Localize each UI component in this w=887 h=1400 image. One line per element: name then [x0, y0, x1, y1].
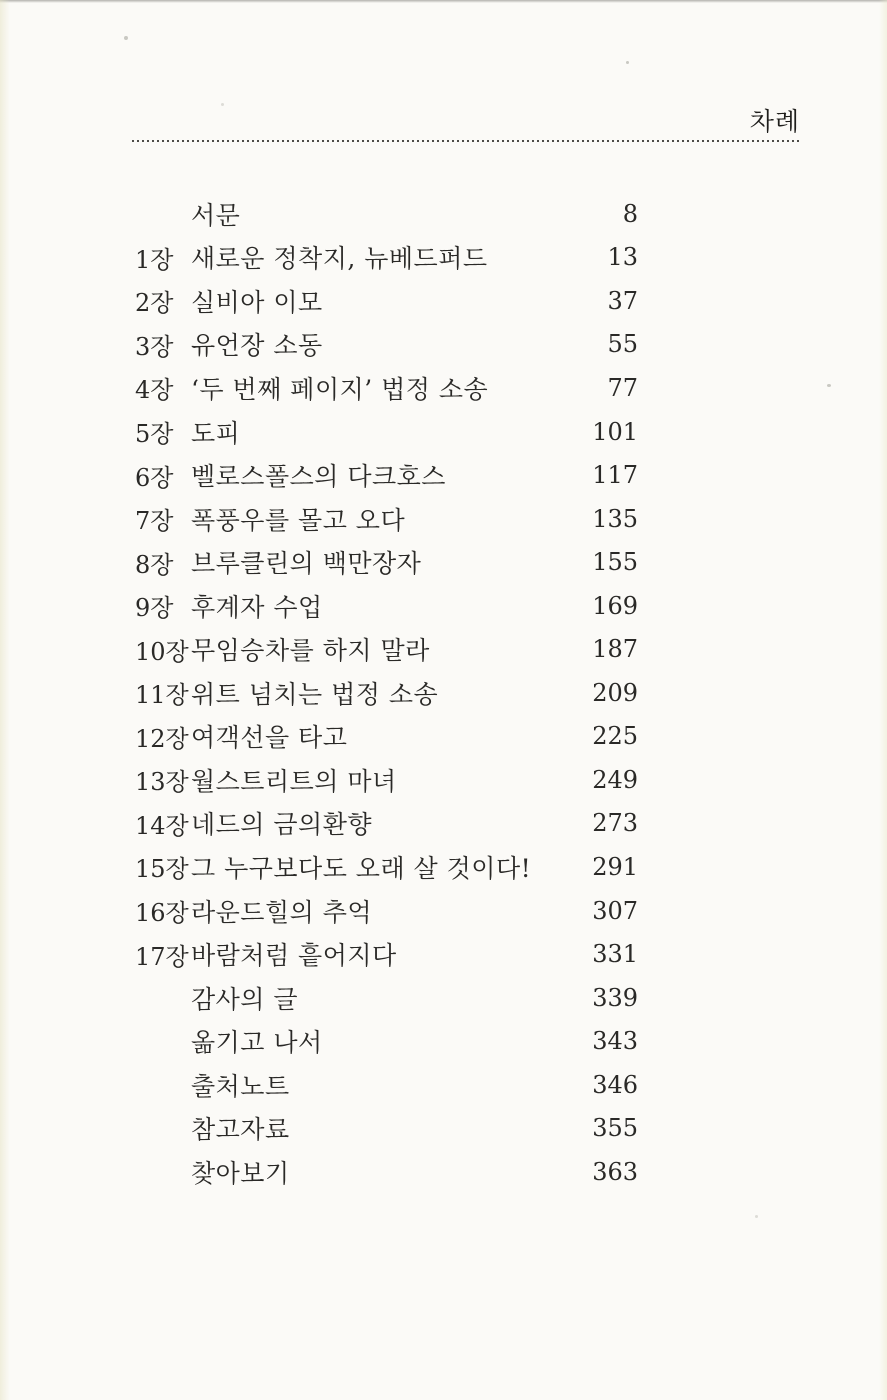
toc-page-number: 273: [592, 809, 638, 838]
toc-chapter-label: 14장: [135, 811, 189, 840]
dotted-divider: [132, 140, 802, 142]
toc-row: [135, 323, 638, 367]
toc-page-number: 363: [592, 1157, 638, 1186]
toc-page-number: 346: [592, 1070, 638, 1099]
toc-chapter-label: 13장: [135, 768, 189, 797]
scan-speck: [626, 61, 629, 64]
scan-right-edge-artifact: [879, 0, 887, 1400]
toc-page-number: 355: [592, 1114, 638, 1143]
scan-speck: [124, 36, 128, 40]
toc-chapter-label: 17장: [135, 942, 189, 971]
toc-page-number: 135: [592, 504, 638, 533]
scan-speck: [827, 384, 831, 387]
toc-page-number: 209: [592, 678, 638, 707]
toc-chapter-label: 10장: [135, 637, 189, 666]
toc-title: 폭풍우를 몰고 오다: [191, 505, 406, 535]
toc-chapter-label: 7장: [135, 507, 174, 536]
toc-title: 실비아 이모: [191, 287, 323, 317]
scan-left-edge-artifact: [0, 0, 10, 1400]
toc-row: [135, 671, 638, 715]
toc-row: [135, 584, 638, 628]
toc-row: [135, 627, 638, 671]
toc-chapter-label: 8장: [135, 550, 174, 579]
toc-title: 참고자료: [191, 1115, 290, 1145]
toc-chapter-label: 5장: [135, 420, 174, 448]
toc-row: [135, 758, 638, 802]
toc-page-number: 155: [592, 548, 638, 577]
toc-row: [135, 279, 638, 323]
toc-title: 위트 넘치는 법정 소송: [191, 679, 439, 709]
toc-chapter-label: 6장: [135, 463, 174, 492]
toc-title: 유언장 소동: [191, 331, 323, 361]
toc-chapter-label: 4장: [135, 376, 174, 405]
scan-speck: [221, 103, 224, 106]
toc-page-number: 55: [607, 330, 638, 359]
toc-row: [135, 932, 638, 976]
toc-row: [135, 1019, 638, 1063]
toc-row: [135, 1106, 638, 1150]
toc-title: 새로운 정착지, 뉴베드퍼드: [191, 244, 488, 274]
toc-title: 그 누구보다도 오래 살 것이다!: [191, 853, 532, 883]
toc-row: [135, 540, 638, 584]
toc-row: [135, 236, 638, 280]
scan-top-edge-artifact: [0, 0, 887, 3]
toc-chapter-label: 12장: [135, 724, 189, 753]
toc-row: [135, 889, 638, 933]
toc-title: 후계자 수업: [191, 592, 323, 622]
toc-row: [135, 1063, 638, 1107]
toc-title: 라운드힐의 추억: [191, 897, 372, 927]
toc-chapter-label: 2장: [135, 289, 174, 318]
toc-page-number: 13: [607, 243, 638, 272]
toc-row: [135, 715, 638, 759]
page-title: 차례: [749, 107, 800, 136]
toc-title: 출처노트: [191, 1071, 290, 1101]
toc-title: 여객선을 타고: [191, 723, 348, 753]
toc-title: 바람처럼 흩어지다: [191, 941, 397, 971]
toc-page-number: 187: [592, 635, 638, 664]
toc-page-number: 101: [592, 417, 638, 446]
toc-title: 브루클린의 백만장자: [191, 549, 422, 579]
toc-title: 무임승차를 하지 말라: [191, 636, 430, 666]
toc-page-number: 37: [607, 286, 638, 315]
toc-list: [135, 192, 638, 1194]
toc-title: 옮기고 나서: [191, 1028, 323, 1058]
toc-title: ‘두 번째 페이지’ 법정 소송: [191, 374, 489, 404]
toc-chapter-label: 9장: [135, 594, 174, 623]
toc-page-number: 307: [592, 896, 638, 925]
toc-row: [135, 410, 638, 454]
toc-row: [135, 1150, 638, 1194]
scan-speck: [755, 1215, 758, 1218]
toc-title: 도피: [191, 418, 241, 448]
toc-row: [135, 366, 638, 410]
toc-chapter-label: 16장: [135, 899, 189, 928]
toc-page-number: 249: [592, 765, 638, 794]
toc-chapter-label: 1장: [135, 245, 174, 274]
toc-page-number: 225: [592, 722, 638, 751]
toc-row: [135, 976, 638, 1020]
toc-title: 찾아보기: [191, 1158, 290, 1188]
toc-title: 벨로스폴스의 다크호스: [191, 462, 446, 492]
toc-chapter-label: 11장: [135, 681, 189, 710]
toc-row: [135, 802, 638, 846]
toc-page-number: 331: [592, 940, 638, 969]
toc-page-number: 169: [592, 591, 638, 620]
toc-page-number: 343: [592, 1027, 638, 1056]
toc-title: 서문: [191, 200, 241, 230]
toc-page-number: 8: [622, 199, 638, 228]
toc-chapter-label: 3장: [135, 332, 174, 361]
toc-page-number: 291: [592, 852, 638, 881]
toc-row: [135, 453, 638, 497]
toc-title: 월스트리트의 마녀: [191, 766, 397, 796]
toc-page-number: 339: [592, 983, 638, 1012]
toc-title: 네드의 금의환향: [191, 810, 372, 840]
toc-page-number: 77: [607, 373, 638, 402]
toc-page-number: 117: [592, 461, 638, 490]
toc-title: 감사의 글: [191, 984, 299, 1014]
toc-row: [135, 845, 638, 889]
toc-row: [135, 192, 638, 236]
toc-row: [135, 497, 638, 541]
toc-chapter-label: 15장: [135, 855, 189, 884]
